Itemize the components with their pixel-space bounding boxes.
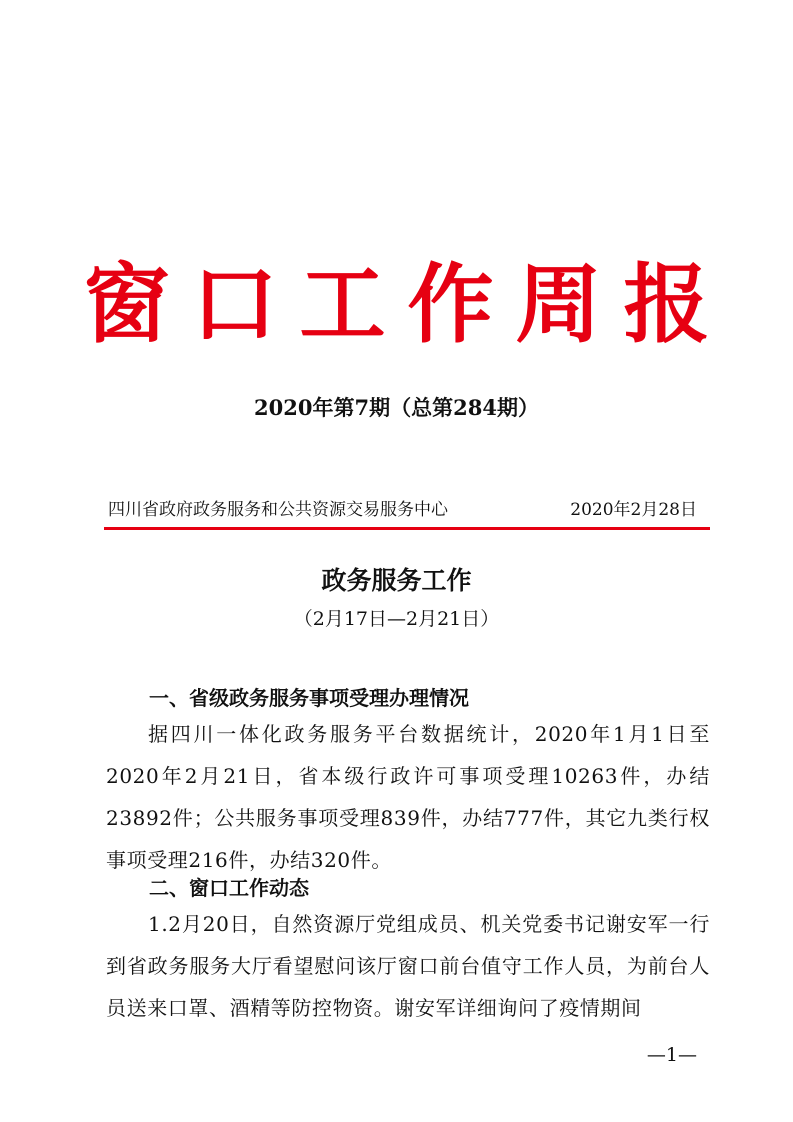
masthead-title: 窗口工作周报: [83, 254, 732, 355]
heading-2: 二、窗口工作动态: [149, 876, 309, 900]
page-number: —1—: [646, 1044, 697, 1066]
issue-number: 2020年第7期（总第284期）: [254, 395, 539, 420]
red-divider: [104, 527, 710, 530]
issue-date: 2020年2月28日: [570, 500, 697, 520]
paragraph-1: 据四川一体化政务服务平台数据统计，2020年1月1日至2020年2月21日，省本级行政许可事项受理10263件，办结23892件；公共服务事项受理839件，办结777件，其它九类行权事项受理216件，办结320件。: [106, 722, 710, 872]
section-title: 政务服务工作: [321, 566, 472, 595]
heading-1: 一、省级政务服务事项受理办理情况: [149, 686, 469, 710]
issuing-organization: 四川省政府政务服务和公共资源交易服务中心: [108, 500, 448, 520]
section-period: （2月17日—2月21日）: [293, 608, 500, 630]
paragraph-2: 1.2月20日，自然资源厅党组成员、机关党委书记谢安军一行到省政务服务大厅看望慰问该厅窗口前台值守工作人员，为前台人员送来口罩、酒精等防控物资。谢安军详细询问了疫情期间: [106, 912, 710, 1020]
